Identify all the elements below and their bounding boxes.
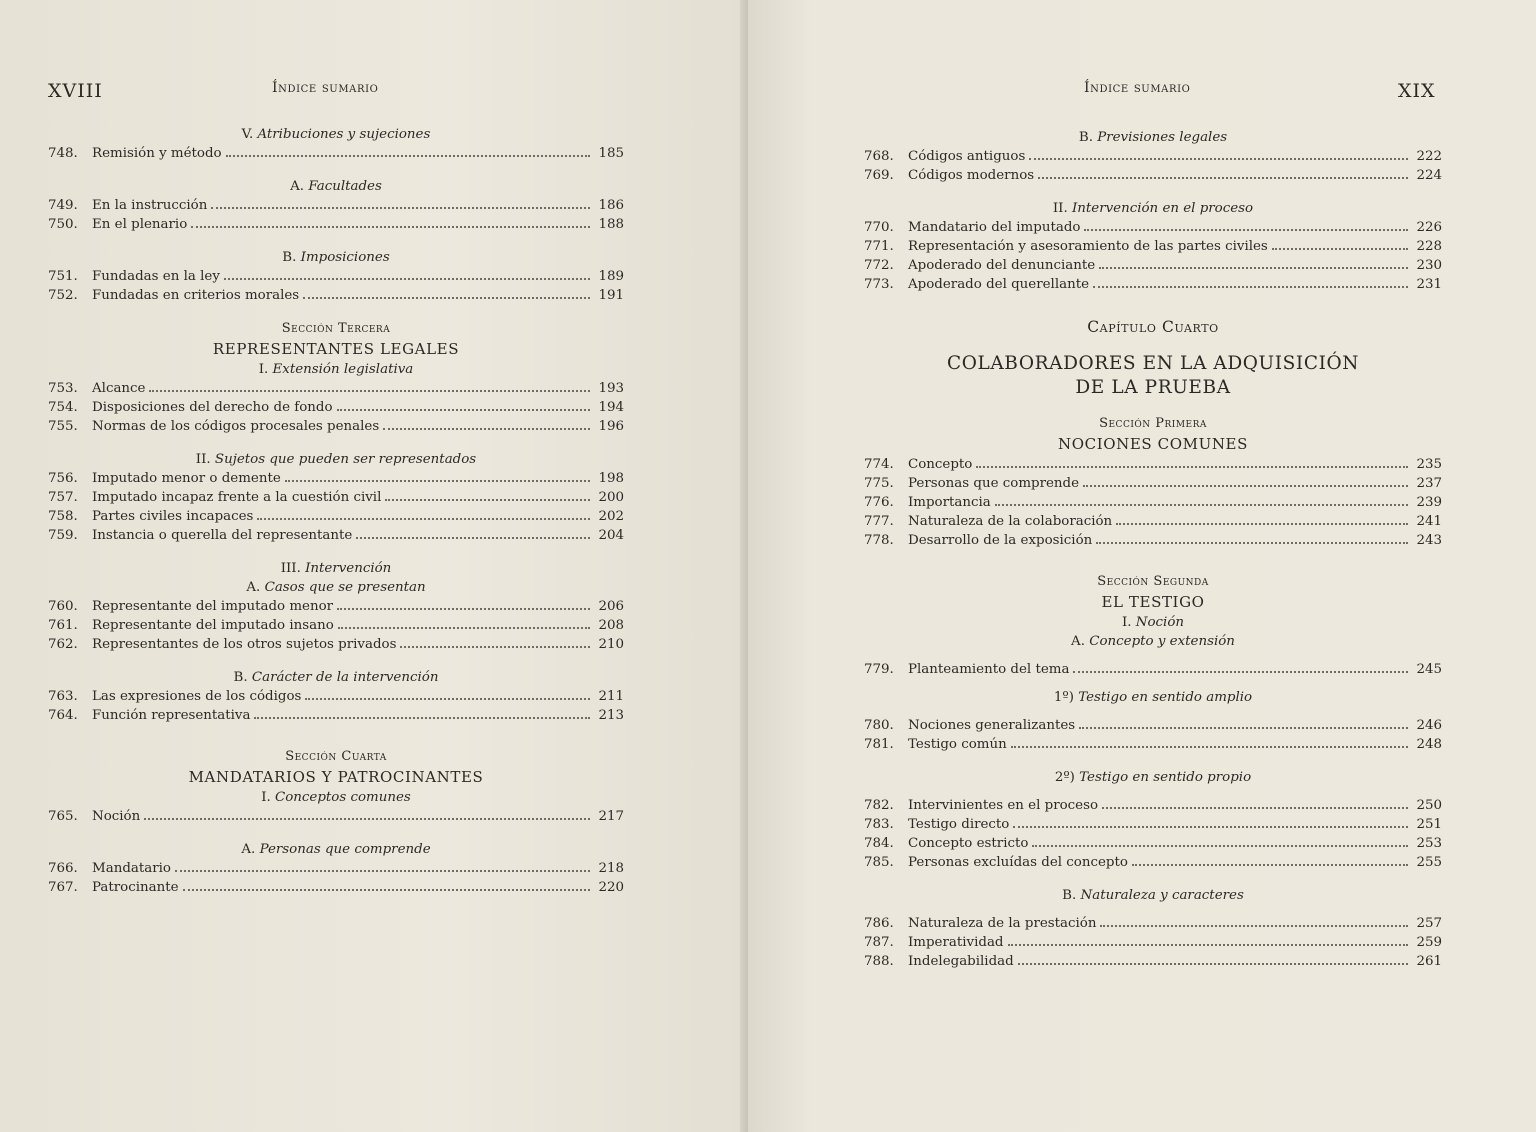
toc-entry [864, 256, 1442, 275]
toc-entry [864, 933, 1442, 952]
dot-leader [356, 537, 590, 539]
spacer [864, 905, 1442, 914]
spacer [48, 826, 624, 840]
subsection-marker: B. [1078, 130, 1098, 145]
dot-leader [1096, 542, 1408, 544]
entry-page: 211 [598, 689, 624, 704]
entry-title: Imperatividad [908, 935, 1004, 950]
subsection-heading [48, 360, 624, 379]
entry-page: 255 [1416, 855, 1442, 870]
toc-entry [48, 878, 624, 897]
subsection-marker: A. [1071, 634, 1090, 649]
dot-leader [285, 480, 590, 482]
dot-leader [1018, 963, 1408, 965]
entry-number: 753. [48, 381, 78, 396]
entry-title: Remisión y método [92, 146, 222, 161]
entry-page: 191 [598, 288, 624, 303]
chapter-label: Capítulo Cuarto [1087, 318, 1219, 336]
dot-leader [149, 390, 590, 392]
subsection-title: Testigo en sentido propio [1079, 770, 1252, 785]
entry-title: Concepto [908, 457, 973, 472]
subsection-marker: II. [1052, 201, 1072, 216]
toc-entry [864, 218, 1442, 237]
subsection-title: Intervención en el proceso [1071, 201, 1254, 216]
entry-title: Personas excluídas del concepto [908, 855, 1128, 870]
right-page [748, 0, 1536, 1132]
subsection-marker: A. [246, 580, 265, 595]
toc-entry [48, 267, 624, 286]
entry-number: 751. [48, 269, 78, 284]
entry-title: Las expresiones de los códigos [92, 689, 302, 704]
entry-page: 206 [598, 599, 624, 614]
toc-entry [48, 616, 624, 635]
entry-title: Partes civiles incapaces [92, 509, 254, 524]
subsection-heading [864, 632, 1442, 651]
entry-number: 775. [864, 476, 894, 491]
entry-title: Mandatario [92, 861, 171, 876]
toc-entry [48, 597, 624, 616]
toc-entry [864, 493, 1442, 512]
spacer [864, 550, 1442, 572]
dot-leader [1008, 944, 1408, 946]
dot-leader [383, 428, 590, 430]
entry-title: Alcance [92, 381, 146, 396]
spacer [864, 185, 1442, 199]
section-label: Sección Primera [1099, 416, 1207, 431]
entry-page: 237 [1416, 476, 1442, 491]
entry-page: 194 [598, 400, 624, 415]
dot-leader [1116, 523, 1408, 525]
section-label: Sección Tercera [281, 321, 391, 336]
subsection-marker: 2º) [1054, 770, 1080, 785]
spacer [864, 679, 1442, 688]
dot-leader [224, 278, 590, 280]
spacer [48, 654, 624, 668]
entry-title: Testigo directo [908, 817, 1010, 832]
right-toc [864, 128, 1442, 971]
subsection-marker: A. [290, 179, 309, 194]
subsection-heading [48, 450, 624, 469]
entry-title: Apoderado del denunciante [908, 258, 1096, 273]
toc-entry [48, 706, 624, 725]
subsection-marker: B. [282, 250, 301, 265]
dot-leader [1013, 826, 1408, 828]
section-title: NOCIONES COMUNES [1058, 435, 1248, 453]
toc-entry [864, 952, 1442, 971]
entry-page: 185 [598, 146, 624, 161]
spacer [864, 400, 1442, 414]
entry-title: En la instrucción [92, 198, 208, 213]
subsection-marker: A. [241, 842, 260, 857]
subsection-title: Noción [1135, 615, 1185, 630]
subsection-heading [48, 125, 624, 144]
dot-leader [175, 870, 590, 872]
entry-number: 780. [864, 718, 894, 733]
subsection-title: Naturaleza y caracteres [1080, 888, 1244, 903]
entry-page: 193 [598, 381, 624, 396]
entry-title: Representantes de los otros sujetos privados [92, 637, 397, 652]
subsection-marker: B. [1062, 888, 1081, 903]
entry-title: Códigos antiguos [908, 149, 1026, 164]
entry-number: 765. [48, 809, 78, 824]
dot-leader [976, 466, 1408, 468]
toc-entry [48, 144, 624, 163]
entry-page: 218 [598, 861, 624, 876]
entry-number: 759. [48, 528, 78, 543]
entry-number: 786. [864, 916, 894, 931]
toc-entry [864, 716, 1442, 735]
subsection-heading [48, 668, 624, 687]
dot-leader [1272, 248, 1408, 250]
subsection-heading [48, 840, 624, 859]
spacer [864, 707, 1442, 716]
left-running-head: Índice sumario [272, 80, 379, 96]
dot-leader [254, 717, 590, 719]
subsection-title: Extensión legislativa [272, 362, 414, 377]
entry-title: Nociones generalizantes [908, 718, 1076, 733]
dot-leader [1038, 177, 1408, 179]
entry-page: 189 [598, 269, 624, 284]
dot-leader [257, 518, 590, 520]
dot-leader [144, 818, 590, 820]
entry-number: 760. [48, 599, 78, 614]
subsection-marker: B. [233, 670, 252, 685]
toc-entry [48, 526, 624, 545]
entry-title: Imputado menor o demente [92, 471, 281, 486]
entry-page: 186 [598, 198, 624, 213]
subsection-heading [48, 248, 624, 267]
subsection-title: Personas que comprende [259, 842, 431, 857]
entry-title: Naturaleza de la colaboración [908, 514, 1113, 529]
entry-page: 226 [1416, 220, 1442, 235]
entry-number: 749. [48, 198, 78, 213]
entry-number: 776. [864, 495, 894, 510]
dot-leader [1093, 286, 1408, 288]
spacer [864, 294, 1442, 316]
entry-page: 251 [1416, 817, 1442, 832]
toc-entry [48, 507, 624, 526]
entry-page: 217 [598, 809, 624, 824]
entry-page: 248 [1416, 737, 1442, 752]
entry-title: Función representativa [92, 708, 251, 723]
entry-number: 784. [864, 836, 894, 851]
toc-entry [864, 166, 1442, 185]
entry-page: 250 [1416, 798, 1442, 813]
toc-entry [48, 379, 624, 398]
toc-entry [864, 147, 1442, 166]
entry-number: 774. [864, 457, 894, 472]
entry-number: 763. [48, 689, 78, 704]
entry-title: Apoderado del querellante [908, 277, 1090, 292]
toc-entry [864, 815, 1442, 834]
entry-title: Intervinientes en el proceso [908, 798, 1099, 813]
entry-number: 761. [48, 618, 78, 633]
entry-title: Mandatario del imputado [908, 220, 1081, 235]
entry-number: 771. [864, 239, 894, 254]
toc-entry [864, 512, 1442, 531]
section-title: REPRESENTANTES LEGALES [212, 340, 460, 358]
dot-leader [338, 627, 590, 629]
toc-entry [864, 474, 1442, 493]
entry-title: Importancia [908, 495, 991, 510]
toc-entry [48, 687, 624, 706]
dot-leader [1083, 485, 1408, 487]
subsection-title: Concepto y extensión [1089, 634, 1235, 649]
entry-title: Testigo común [908, 737, 1007, 752]
entry-title: Representante del imputado insano [92, 618, 334, 633]
dot-leader [1099, 267, 1408, 269]
subsection-title: Intervención [305, 561, 392, 576]
dot-leader [1102, 807, 1408, 809]
entry-number: 766. [48, 861, 78, 876]
entry-page: 200 [598, 490, 624, 505]
toc-entry [864, 834, 1442, 853]
spacer [48, 436, 624, 450]
subsection-title: Sujetos que pueden ser representados [214, 452, 477, 467]
toc-entry [48, 196, 624, 215]
subsection-title: Testigo en sentido amplio [1078, 690, 1253, 705]
section-label: Sección Segunda [1097, 574, 1209, 589]
entry-number: 781. [864, 737, 894, 752]
toc-entry [48, 417, 624, 436]
entry-page: 188 [598, 217, 624, 232]
dot-leader [1029, 158, 1408, 160]
left-toc [48, 125, 624, 897]
entry-page: 208 [598, 618, 624, 633]
spacer [864, 787, 1442, 796]
entry-number: 787. [864, 935, 894, 950]
entry-page: 231 [1416, 277, 1442, 292]
toc-entry [48, 488, 624, 507]
section-title: EL TESTIGO [1101, 593, 1205, 611]
chapter-title: COLABORADORES EN LA ADQUISICIÓN [946, 353, 1360, 374]
subsection-marker: 1º) [1053, 690, 1079, 705]
toc-entry [864, 455, 1442, 474]
dot-leader [337, 608, 590, 610]
entry-title: Representación y asesoramiento de las partes civiles [908, 239, 1268, 254]
entry-page: 235 [1416, 457, 1442, 472]
entry-page: 246 [1416, 718, 1442, 733]
entry-title: Representante del imputado menor [92, 599, 334, 614]
subsection-title: Conceptos comunes [275, 790, 411, 805]
entry-title: Disposiciones del derecho de fondo [92, 400, 333, 415]
dot-leader [1032, 845, 1408, 847]
entry-title: Imputado incapaz frente a la cuestión civil [92, 490, 382, 505]
dot-leader [337, 409, 590, 411]
dot-leader [1079, 727, 1408, 729]
toc-entry [864, 237, 1442, 256]
toc-entry [864, 531, 1442, 550]
subsection-marker: III. [280, 561, 306, 576]
subsection-title: Atribuciones y sujeciones [257, 127, 431, 142]
spacer [48, 305, 624, 319]
entry-page: 224 [1416, 168, 1442, 183]
dot-leader [303, 297, 590, 299]
entry-page: 228 [1416, 239, 1442, 254]
toc-entry [48, 635, 624, 654]
subsection-title: Previsiones legales [1097, 130, 1228, 145]
entry-title: Códigos modernos [908, 168, 1035, 183]
entry-number: 783. [864, 817, 894, 832]
entry-title: En el plenario [92, 217, 188, 232]
entry-page: 259 [1416, 935, 1442, 950]
dot-leader [1011, 746, 1408, 748]
entry-page: 213 [598, 708, 624, 723]
subsection-heading [864, 128, 1442, 147]
entry-title: Noción [92, 809, 141, 824]
spacer [864, 872, 1442, 886]
section-title: MANDATARIOS Y PATROCINANTES [188, 768, 484, 786]
entry-page: 196 [598, 419, 624, 434]
dot-leader [995, 504, 1408, 506]
subsection-heading [864, 768, 1442, 787]
entry-page: 239 [1416, 495, 1442, 510]
entry-number: 755. [48, 419, 78, 434]
entry-title: Patrocinante [92, 880, 179, 895]
entry-number: 758. [48, 509, 78, 524]
subsection-marker: I. [258, 362, 273, 377]
spacer [864, 338, 1442, 352]
dot-leader [1084, 229, 1408, 231]
entry-page: 204 [598, 528, 624, 543]
entry-number: 777. [864, 514, 894, 529]
subsection-marker: I. [1121, 615, 1136, 630]
entry-title: Concepto estricto [908, 836, 1029, 851]
entry-page: 243 [1416, 533, 1442, 548]
entry-number: 750. [48, 217, 78, 232]
spacer [864, 754, 1442, 768]
entry-page: 261 [1416, 954, 1442, 969]
entry-title: Fundadas en criterios morales [92, 288, 300, 303]
entry-number: 788. [864, 954, 894, 969]
subsection-heading [864, 886, 1442, 905]
entry-title: Planteamiento del tema [908, 662, 1070, 677]
subsection-title: Facultades [308, 179, 382, 194]
entry-number: 782. [864, 798, 894, 813]
entry-title: Desarrollo de la exposición [908, 533, 1093, 548]
toc-entry [864, 660, 1442, 679]
toc-entry [864, 735, 1442, 754]
subsection-marker: V. [241, 127, 258, 142]
entry-number: 768. [864, 149, 894, 164]
entry-title: Normas de los códigos procesales penales [92, 419, 380, 434]
entry-number: 754. [48, 400, 78, 415]
subsection-marker: II. [195, 452, 215, 467]
subsection-heading [48, 559, 624, 578]
dot-leader [1100, 925, 1408, 927]
subsection-heading [48, 788, 624, 807]
entry-number: 770. [864, 220, 894, 235]
subsection-title: Casos que se presentan [264, 580, 426, 595]
subsection-heading [48, 177, 624, 196]
entry-number: 752. [48, 288, 78, 303]
left-folio: XVIII [48, 80, 103, 102]
subsection-heading [864, 199, 1442, 218]
dot-leader [1073, 671, 1408, 673]
dot-leader [226, 155, 590, 157]
entry-number: 778. [864, 533, 894, 548]
toc-entry [48, 807, 624, 826]
spacer [48, 545, 624, 559]
spacer [48, 234, 624, 248]
spacer [48, 163, 624, 177]
toc-entry [48, 469, 624, 488]
dot-leader [305, 698, 590, 700]
entry-number: 762. [48, 637, 78, 652]
entry-title: Fundadas en la ley [92, 269, 220, 284]
subsection-heading [864, 613, 1442, 632]
dot-leader [191, 226, 590, 228]
entry-page: 230 [1416, 258, 1442, 273]
entry-page: 202 [598, 509, 624, 524]
entry-title: Indelegabilidad [908, 954, 1014, 969]
entry-page: 257 [1416, 916, 1442, 931]
toc-entry [48, 286, 624, 305]
subsection-title: Carácter de la intervención [251, 670, 439, 685]
right-folio: XIX [1398, 80, 1436, 102]
dot-leader [400, 646, 590, 648]
entry-number: 767. [48, 880, 78, 895]
spacer [864, 651, 1442, 660]
entry-title: Instancia o querella del representante [92, 528, 353, 543]
dot-leader [211, 207, 590, 209]
toc-entry [864, 796, 1442, 815]
dot-leader [183, 889, 590, 891]
toc-entry [864, 853, 1442, 872]
entry-number: 756. [48, 471, 78, 486]
dot-leader [1132, 864, 1408, 866]
dot-leader [385, 499, 590, 501]
spacer [48, 725, 624, 747]
entry-page: 253 [1416, 836, 1442, 851]
toc-entry [48, 859, 624, 878]
entry-number: 757. [48, 490, 78, 505]
entry-title: Naturaleza de la prestación [908, 916, 1097, 931]
left-page [0, 0, 746, 1132]
entry-number: 764. [48, 708, 78, 723]
entry-number: 779. [864, 662, 894, 677]
subsection-heading [48, 578, 624, 597]
entry-number: 769. [864, 168, 894, 183]
toc-entry [48, 398, 624, 417]
entry-page: 210 [598, 637, 624, 652]
entry-title: Personas que comprende [908, 476, 1080, 491]
subsection-heading [864, 688, 1442, 707]
entry-number: 773. [864, 277, 894, 292]
section-label: Sección Cuarta [285, 749, 387, 764]
subsection-marker: I. [261, 790, 275, 805]
entry-page: 220 [598, 880, 624, 895]
subsection-title: Imposiciones [300, 250, 390, 265]
entry-page: 245 [1416, 662, 1442, 677]
entry-number: 785. [864, 855, 894, 870]
toc-entry [48, 215, 624, 234]
entry-page: 222 [1416, 149, 1442, 164]
chapter-title: DE LA PRUEBA [1075, 377, 1231, 398]
toc-entry [864, 914, 1442, 933]
entry-page: 241 [1416, 514, 1442, 529]
toc-entry [864, 275, 1442, 294]
entry-number: 772. [864, 258, 894, 273]
right-running-head: Índice sumario [1084, 80, 1191, 96]
entry-number: 748. [48, 146, 78, 161]
entry-page: 198 [598, 471, 624, 486]
